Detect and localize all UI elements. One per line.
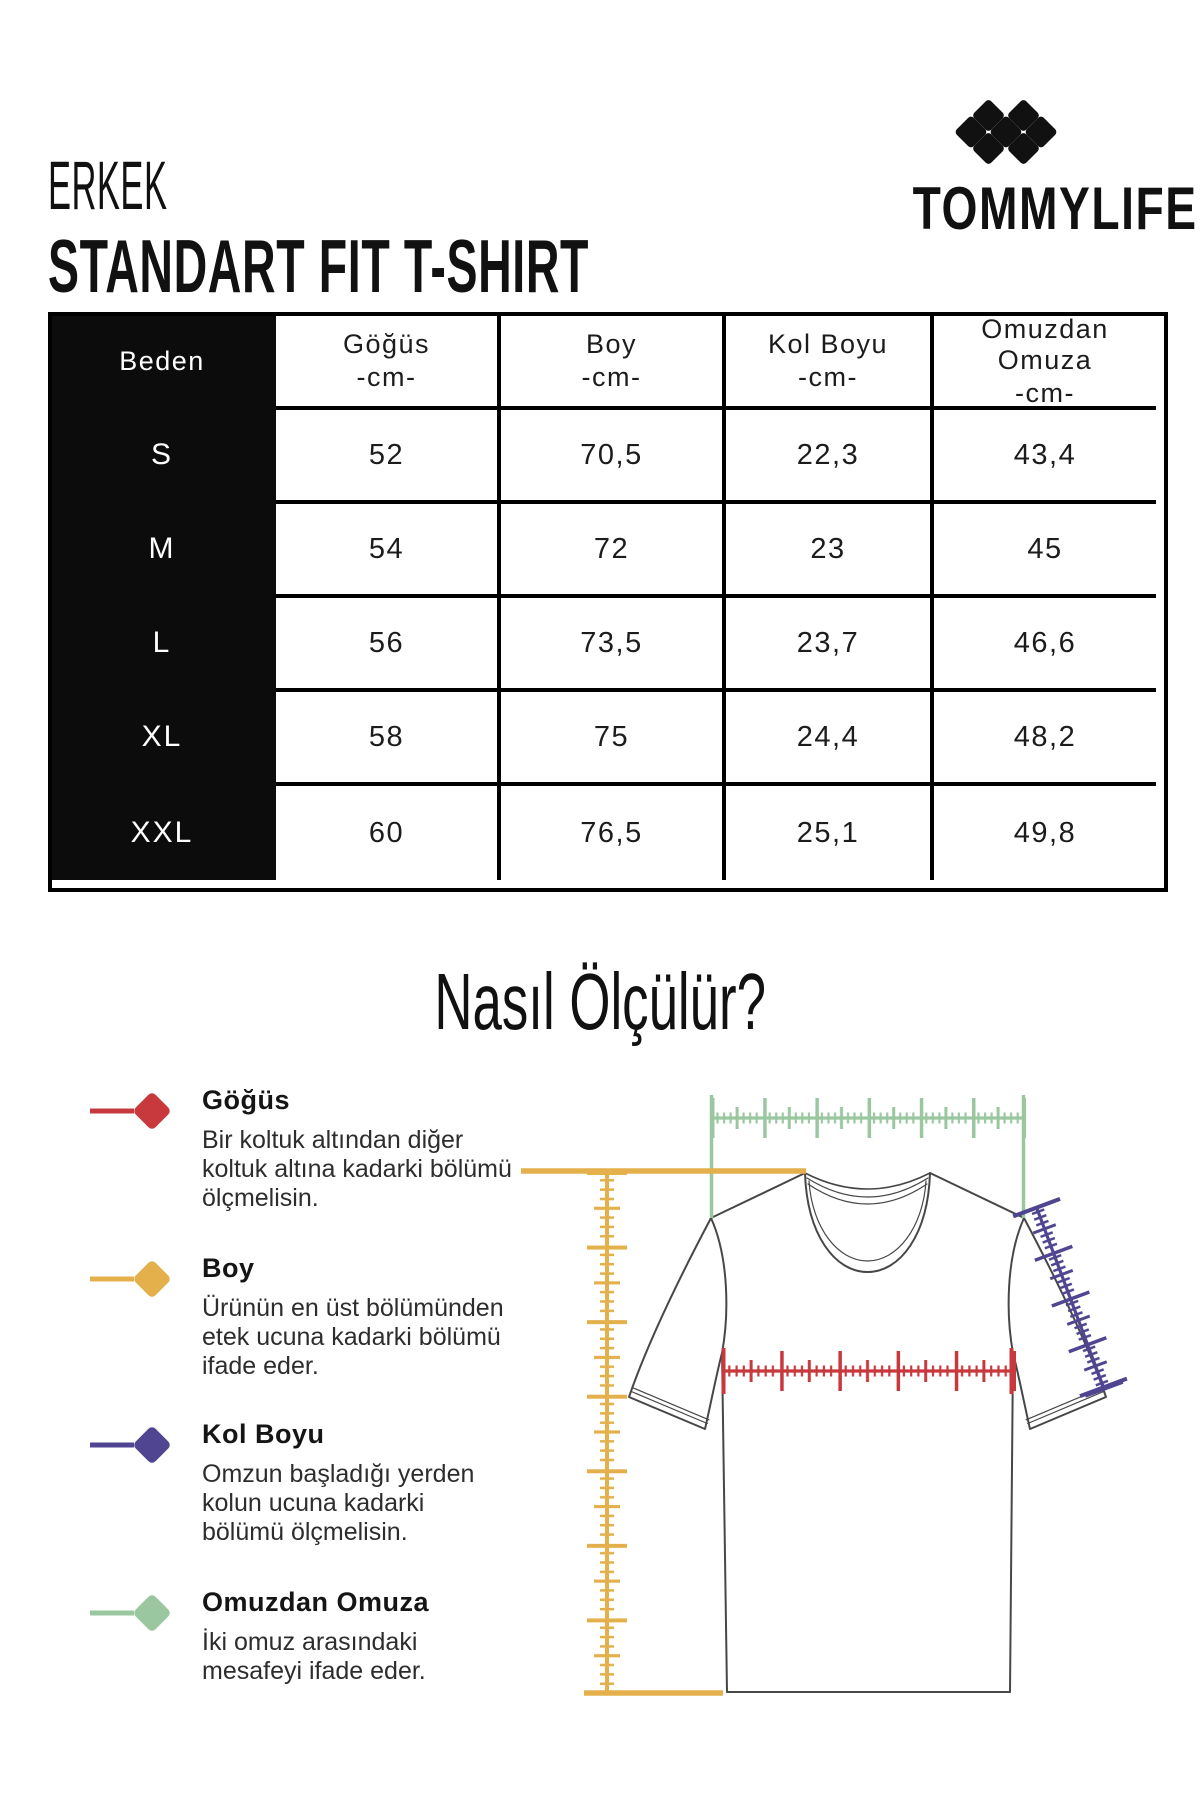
- tshirt-measurement-diagram: [500, 1060, 1180, 1760]
- brand-logo-icon: [938, 92, 1078, 172]
- measure-title: Göğüs: [202, 1085, 290, 1115]
- table-header-beden: Beden: [52, 316, 276, 410]
- table-header-kol-boyu: Kol Boyu -cm-: [726, 316, 934, 410]
- measure-title: Omuzdan Omuza: [202, 1587, 430, 1617]
- measure-description: Ürünün en üst bölümünden etek ucuna kadarki bölümü ifade eder.: [202, 1294, 504, 1380]
- table-cell: 24,4: [726, 692, 934, 786]
- table-header-gogus: Göğüs -cm-: [276, 316, 501, 410]
- brand-name-text: TOMMYLIFE: [912, 175, 1198, 242]
- measure-title: Kol Boyu: [202, 1419, 325, 1449]
- sleeve-ruler: [1013, 1197, 1129, 1399]
- brand-name: [870, 175, 1198, 242]
- table-cell: 23: [726, 504, 934, 598]
- table-header-boy: Boy -cm-: [501, 316, 726, 410]
- table-cell: 52: [276, 410, 501, 504]
- measure-item-omuzdan-omuza: [88, 1587, 554, 1686]
- table-cell: 43,4: [934, 410, 1156, 504]
- category-label: [48, 147, 287, 224]
- table-cell: 73,5: [501, 598, 726, 692]
- page-title: [48, 224, 921, 308]
- table-cell: 49,8: [1013, 816, 1077, 849]
- sleeve-measure-icon: [88, 1419, 188, 1471]
- size-label-l: L: [52, 598, 276, 692]
- measure-description: Bir koltuk altından diğer koltuk altına kadarki bölümü ölçmelisin.: [202, 1126, 512, 1212]
- size-label-s: S: [52, 410, 276, 504]
- length-measure-icon: [88, 1253, 188, 1305]
- table-cell: 48,2: [934, 692, 1156, 786]
- table-cell: 75: [501, 692, 726, 786]
- table-cell: 23,7: [726, 598, 934, 692]
- table-cell: 60: [276, 786, 501, 880]
- table-cell: 45: [934, 504, 1156, 598]
- category-text: ERKEK: [48, 147, 168, 224]
- table-cell: 46,6: [934, 598, 1156, 692]
- page-title-text: STANDART FIT T-SHIRT: [48, 224, 590, 308]
- size-label-xl: XL: [52, 692, 276, 786]
- measure-description: İki omuz arasındaki mesafeyi ifade eder.: [202, 1628, 426, 1685]
- table-cell: 72: [501, 504, 726, 598]
- length-ruler: [521, 1171, 806, 1695]
- table-cell: 22,3: [726, 410, 934, 504]
- size-label-xxl: XXL: [52, 786, 276, 880]
- table-cell: 76,5: [501, 786, 726, 880]
- howto-title: [0, 957, 1200, 1046]
- table-cell: 58: [276, 692, 501, 786]
- size-table: [48, 312, 1168, 892]
- table-header-omuzdan-omuza: Omuzdan Omuza -cm-: [934, 316, 1156, 410]
- shoulder-measure-icon: [88, 1587, 188, 1639]
- table-cell: 70,5: [501, 410, 726, 504]
- measure-description: Omzun başladığı yerden kolun ucuna kadarki bölümü ölçmelisin.: [202, 1460, 475, 1546]
- size-label-m: M: [52, 504, 276, 598]
- measure-item-kol-boyu: [88, 1419, 554, 1547]
- table-cell: 56: [276, 598, 501, 692]
- table-cell: 54: [276, 504, 501, 598]
- howto-title-text: Nasıl Ölçülür?: [434, 957, 766, 1046]
- table-cell: 25,1: [726, 786, 934, 880]
- measure-item-gogus: [88, 1085, 554, 1213]
- shoulder-ruler: [711, 1095, 1026, 1218]
- measure-item-boy: [88, 1253, 554, 1381]
- chest-ruler: [722, 1348, 1016, 1394]
- measure-title: Boy: [202, 1253, 255, 1283]
- chest-measure-icon: [88, 1085, 188, 1137]
